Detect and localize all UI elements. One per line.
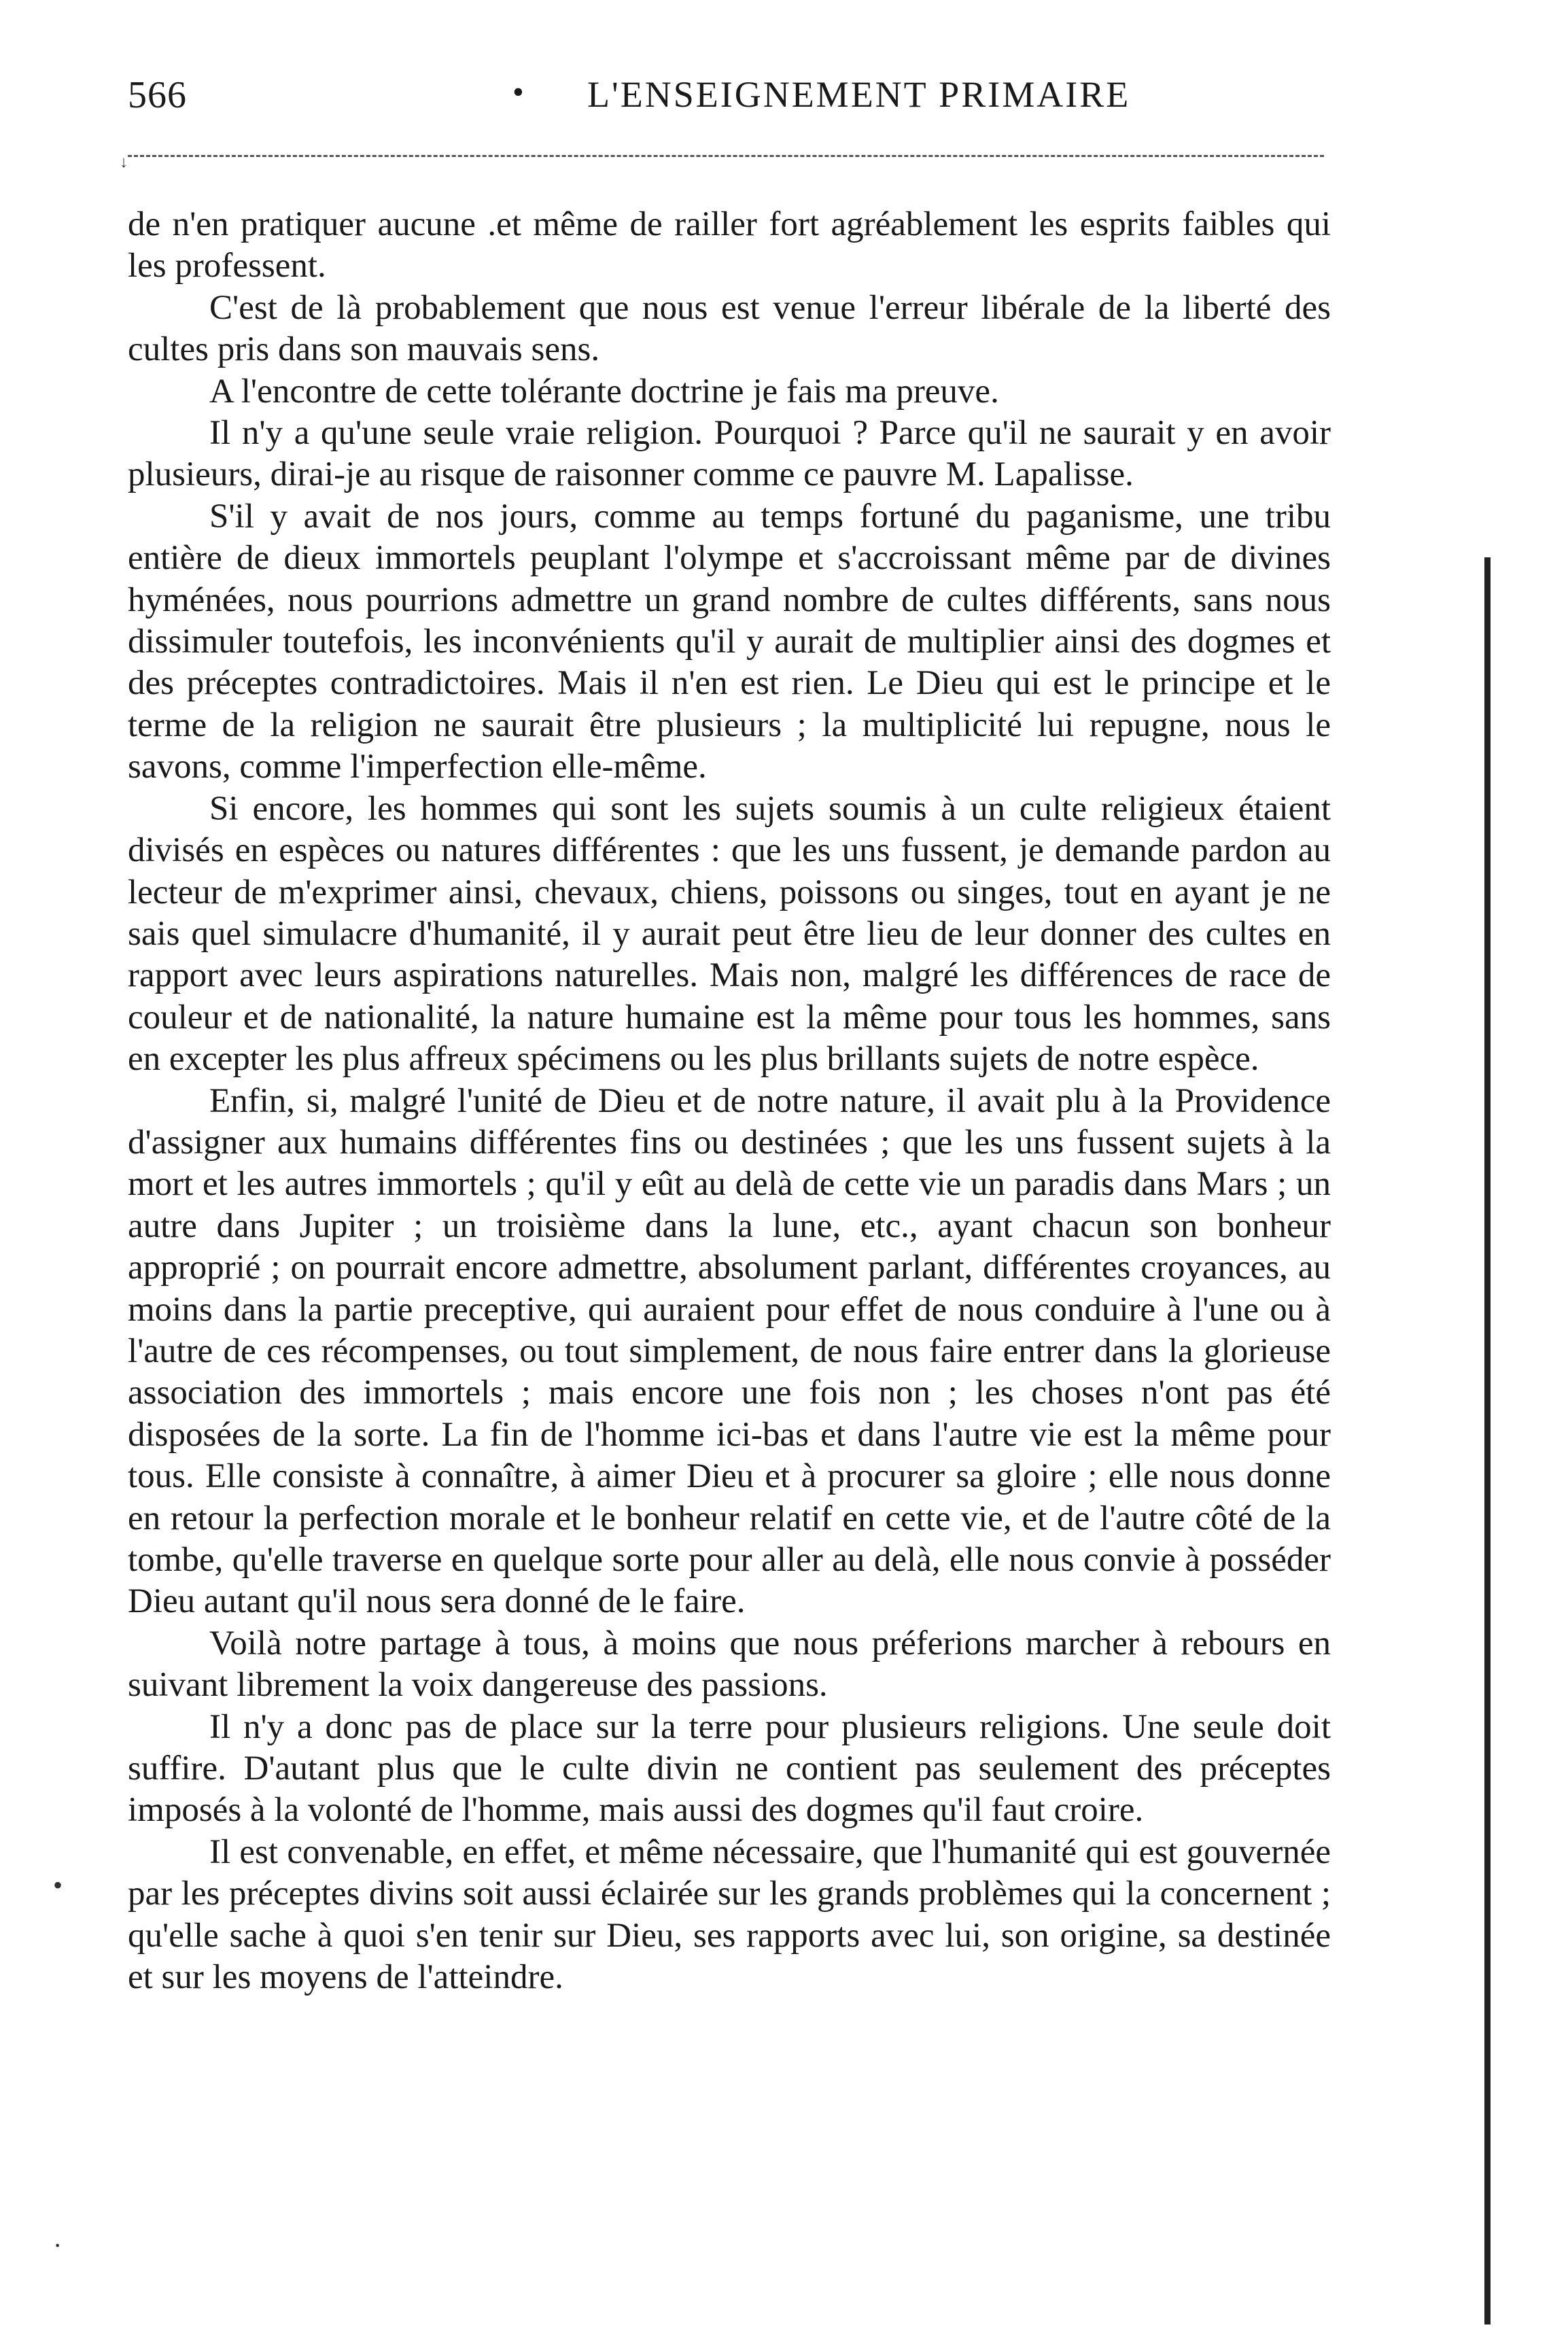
page-number: 566 [128,74,187,116]
margin-speck: • [53,1870,63,1900]
paragraph: C'est de là probablement que nous est venue l'erreur libérale de la liberté des cultes pris dans son mauvais sens. [128,288,1331,369]
running-title: L'ENSEIGNEMENT PRIMAIRE [587,74,1131,115]
paragraph: A l'encontre de cette tolérante doctrine je fais ma preuve. [209,372,999,411]
paragraph: Il n'y a qu'une seule vraie religion. Pourquoi ? Parce qu'il ne saurait y en avoir plusieurs, dirai-je au risque de raisonner comme ce pauvre M. Lapalisse. [128,414,1331,494]
paragraph-continuation: de n'en pratiquer aucune .et même de railler fort agréablement les esprits faibles qui les professent. [128,205,1331,285]
paragraph: Si encore, les hommes qui sont les sujets soumis à un culte religieux étaient divisés en espèces ou natures différentes : que les uns fussent, je demande pardon au lecteur de m'exprimer ainsi, chevaux, chiens, poissons ou singes, tout en ayant je ne sais quel simulacre d'humanité, il y aurait peut être lieu de leur donner des cultes en rapport avec leurs aspirations naturelles. Mais non, malgré les différences de race de couleur et de nationalité, la nature humaine est la même pour tous les hommes, sans en excepter les plus affreux spécimens ou les plus brillants sujets de notre espèce. [128,789,1331,1079]
header-ornament: • [512,74,524,110]
rule-tick-mark: ↓ [120,154,128,171]
page-header [128,73,1331,128]
paragraph: Il est convenable, en effet, et même nécessaire, que l'humanité qui est gouvernée par les préceptes divins soit aussi éclairée sur les grands problèmes qui la concernent ; qu'elle sache à quoi s'en tenir sur Dieu, ses rapports avec lui, son origine, sa destinée et sur les moyens de l'atteindre. [128,1832,1331,1997]
body-text [128,204,1331,1998]
paragraph: S'il y avait de nos jours, comme au temps fortuné du paganisme, une tribu entière de dieux immortels peuplant l'olympe et s'accroissant même par de divines hyménées, nous pourrions admettre un grand nombre de cultes différents, sans nous dissimuler toutefois, les inconvénients qu'il y aurait de multiplier ainsi des dogmes et des préceptes contradictoires. Mais il n'en est rien. Le Dieu qui est le principe et le terme de la religion ne saurait être plusieurs ; la multiplicité lui repugne, nous le savons, comme l'imperfection elle-même. [128,497,1331,786]
paragraph: Voilà notre partage à tous, à moins que nous préferions marcher à rebours en suivant librement la voix dangereuse des passions. [128,1624,1331,1705]
margin-speck: · [53,2230,63,2261]
paragraph: Enfin, si, malgré l'unité de Dieu et de notre nature, il avait plu à la Providence d'assigner aux humains différentes fins ou destinées ; que les uns fussent sujets à la mort et les autres immortels ; qu'il y eût au delà de cette vie un paradis dans Mars ; un autre dans Jupiter ; un troisième dans la lune, etc., ayant chacun son bonheur approprié ; on pourrait encore admettre, absolument parlant, différentes croyances, au moins dans la partie preceptive, qui auraient pour effet de nous conduire à l'une ou à l'autre de ces récompenses, ou tout simplement, de nous faire entrer dans la glorieuse association des immortels ; mais encore une fois non ; les choses n'ont pas été disposées de la sorte. La fin de l'homme ici-bas et dans l'autre vie est la même pour tous. Elle consiste à connaître, à aimer Dieu et à procurer sa gloire ; elle nous donne en retour la perfection morale et le bonheur relatif en cette vie, et de l'autre côté de la tombe, qu'elle traverse en quelque sorte pour aller au delà, elle nous convie à posséder Dieu autant qu'il nous sera donné de le faire. [128,1081,1331,1621]
page-edge-shadow [1484,557,1491,2324]
paragraph: Il n'y a donc pas de place sur la terre pour plusieurs religions. Une seule doit suffire. D'autant plus que le culte divin ne contient pas seulement des préceptes imposés à la volonté de l'homme, mais aussi des dogmes qu'il faut croire. [128,1707,1331,1830]
header-rule [128,155,1324,157]
